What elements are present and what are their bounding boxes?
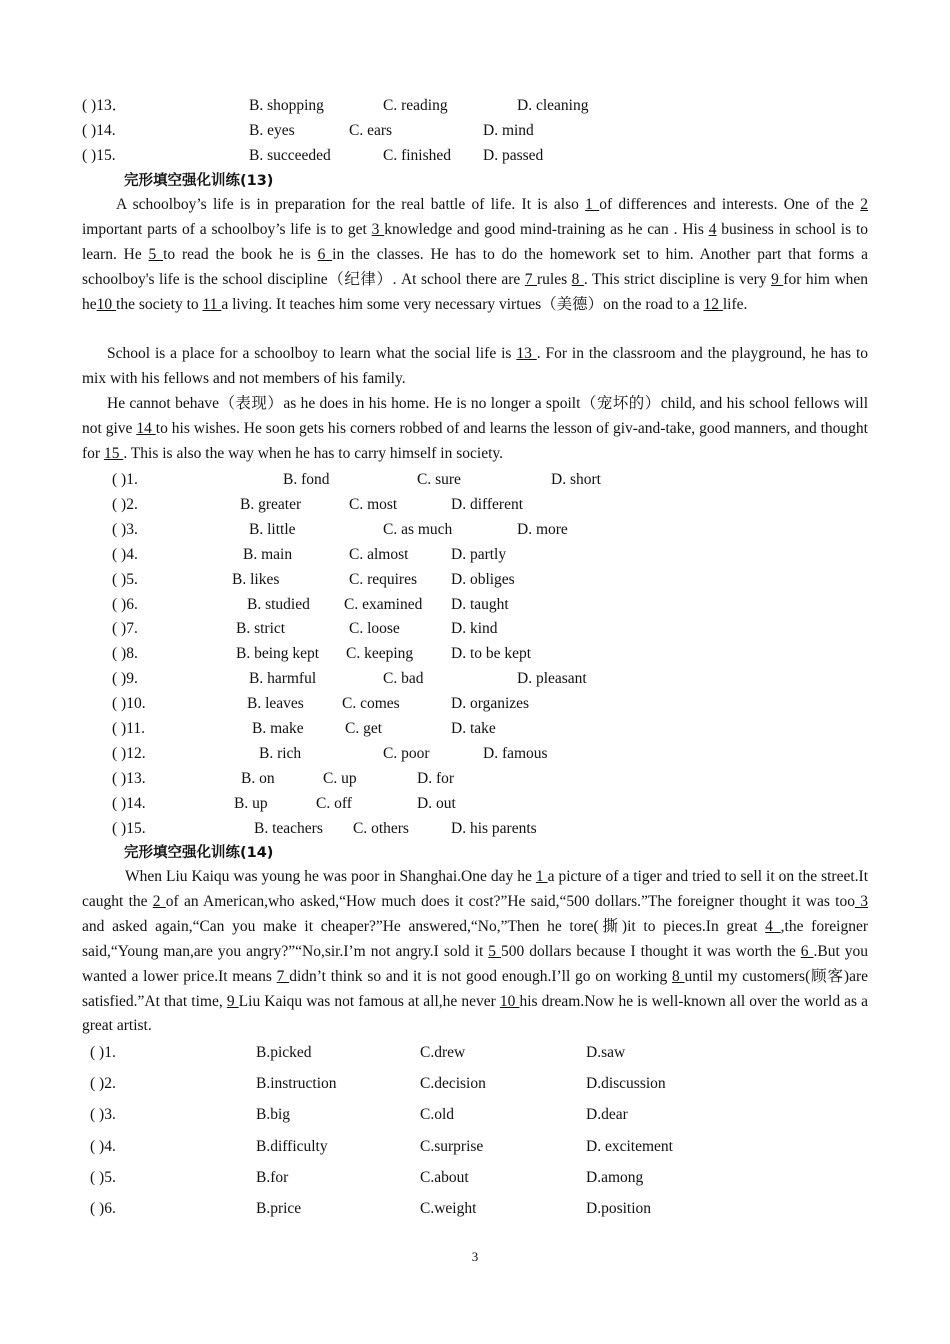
passage-text: his dream.Now he is well-known all over the world as a great artist. xyxy=(82,992,869,1035)
section-14-title: 完形填空强化训练(14) xyxy=(124,845,274,861)
option-b: B. up xyxy=(234,794,268,812)
option-b: B. studied xyxy=(247,595,310,613)
passage-text: of differences and interests. One of the xyxy=(599,196,861,213)
option-b: B.price xyxy=(256,1200,302,1217)
section-14-paragraph xyxy=(82,865,868,1039)
option-d: D. his parents xyxy=(451,819,537,837)
passage-text: a picture of a tiger and tried to sell it on the street.It caught the xyxy=(82,868,868,910)
option-row xyxy=(0,570,950,590)
option-b: B. being kept xyxy=(236,645,320,663)
page-number: 3 xyxy=(471,1249,479,1264)
option-row xyxy=(0,545,950,565)
option-c: C. examined xyxy=(344,595,423,613)
answer-blank: 7 xyxy=(524,270,538,288)
option-d: D. taught xyxy=(451,595,509,613)
passage-text: didn’t think so and it is not good enough.I’ll go on working xyxy=(289,967,672,985)
question-number: ( )2. xyxy=(112,495,138,513)
option-b: B. eyes xyxy=(249,122,295,139)
option-c: C.decision xyxy=(420,1075,486,1093)
option-d: D. famous xyxy=(483,744,548,762)
option-row xyxy=(0,744,950,764)
option-b: B. likes xyxy=(232,570,280,588)
option-row xyxy=(0,495,950,515)
option-row xyxy=(0,595,950,615)
option-c: C.about xyxy=(420,1168,469,1186)
option-c: C. ears xyxy=(349,122,393,139)
option-b: B. greater xyxy=(240,495,302,513)
answer-blank: 1 xyxy=(535,868,548,885)
option-d: D.saw xyxy=(586,1044,626,1061)
question-number: ( )4. xyxy=(112,545,138,563)
option-b: B. on xyxy=(241,769,275,787)
option-b: B. main xyxy=(243,545,293,563)
option-b: B. teachers xyxy=(254,819,323,837)
option-c: C.old xyxy=(420,1106,455,1124)
passage-text: important parts of a schoolboy’s life is to get xyxy=(82,220,372,238)
option-c: C.surprise xyxy=(420,1137,484,1155)
option-row xyxy=(0,669,950,689)
question-number: ( )5. xyxy=(90,1168,116,1186)
option-d: D. obliges xyxy=(451,570,515,588)
passage-text: business in school is to learn. He xyxy=(82,220,868,263)
option-d: D. partly xyxy=(451,545,507,563)
option-c: C. comes xyxy=(342,695,400,713)
answer-blank: 2 xyxy=(860,196,869,213)
question-number: ( )13. xyxy=(112,769,146,787)
option-c: C. up xyxy=(323,769,357,787)
answer-blank: 8 xyxy=(571,270,584,288)
passage-text: life. xyxy=(722,295,748,313)
option-b: B. make xyxy=(252,720,304,737)
option-c: C.weight xyxy=(420,1200,477,1217)
option-row xyxy=(0,1199,950,1219)
passage-text: to his wishes. He soon gets his corners robbed of and learns the lesson of giv-and-take, good manners, and thought for xyxy=(82,419,868,462)
passage-text: . For in the classroom and the playground, he has to mix with his fellows and not members of his family. xyxy=(82,345,869,387)
option-c: C. requires xyxy=(349,570,418,588)
question-number: ( )6. xyxy=(112,595,138,613)
option-b: B. leaves xyxy=(247,695,304,713)
option-d: D. more xyxy=(517,520,568,538)
question-number: ( )6. xyxy=(90,1200,116,1217)
answer-blank: 13 xyxy=(516,345,537,362)
section-13-paragraph-1 xyxy=(82,193,868,318)
answer-blank: 10 xyxy=(499,992,520,1010)
option-c: C. poor xyxy=(383,744,430,762)
passage-text: rules xyxy=(537,270,572,288)
option-c: C. get xyxy=(345,720,383,737)
option-c: C. keeping xyxy=(346,645,414,663)
option-d: D. kind xyxy=(451,620,498,638)
option-row xyxy=(0,619,950,639)
answer-blank: 14 xyxy=(136,419,156,437)
passage-text: Liu Kaiqu was not famous at all,he never xyxy=(238,992,500,1010)
passage-text: knowledge and good mind-training as he can . His xyxy=(384,220,709,238)
option-row xyxy=(0,146,950,166)
answer-blank: 1 xyxy=(585,196,600,213)
answer-blank: 5 xyxy=(488,942,501,960)
answer-blank: 8 xyxy=(671,967,685,985)
question-number: ( )8. xyxy=(112,645,138,663)
option-d: D.discussion xyxy=(586,1075,666,1093)
option-d: D. cleaning xyxy=(517,97,589,114)
passage-text: and asked again,“Can you make it cheaper?”He answered,“No,”Then he tore(撕)it to pieces.In great xyxy=(82,917,766,935)
passage-text: ,the foreigner said,“Young man,are you angry?”“No,sir.I’m not angry.I sold it xyxy=(82,917,868,960)
passage-text: to read the book he is xyxy=(163,245,318,263)
question-number: ( )3. xyxy=(112,520,138,538)
answer-blank: 4 xyxy=(708,220,717,238)
option-b: B. rich xyxy=(259,744,302,762)
option-d: D.among xyxy=(586,1168,644,1186)
option-row xyxy=(0,644,950,664)
passage-text: A schoolboy’s life is in preparation for the real battle of life. It is also xyxy=(116,196,586,213)
passage-text: He cannot behave（表现）as he does in his home. He is no longer a spoilt（宠坏的）child, and his school fellows will not give xyxy=(82,395,868,437)
answer-blank: 11 xyxy=(202,295,222,313)
answer-blank: 6 xyxy=(317,245,333,263)
question-number: ( )10. xyxy=(112,695,146,713)
option-b: B.picked xyxy=(256,1044,312,1061)
answer-blank: 3 xyxy=(371,220,385,238)
passage-text: . This strict discipline is very xyxy=(583,270,772,288)
option-b: B. fond xyxy=(283,471,330,488)
option-b: B. succeeded xyxy=(249,147,331,164)
option-row xyxy=(0,96,950,116)
answer-blank: 10 xyxy=(96,295,117,313)
option-c: C. loose xyxy=(349,620,400,638)
option-c: C. almost xyxy=(349,545,409,563)
passage-text: the society to xyxy=(116,295,203,313)
passage-text: When Liu Kaiqu was young he was poor in Shanghai.One day he xyxy=(125,868,536,885)
section-13-title: 完形填空强化训练(13) xyxy=(124,173,274,189)
option-row xyxy=(0,121,950,141)
option-d: D. excitement xyxy=(586,1137,673,1155)
question-number: ( )14. xyxy=(82,122,116,139)
option-d: D. take xyxy=(451,720,496,737)
option-row xyxy=(0,794,950,814)
question-number: ( )15. xyxy=(112,819,146,837)
option-row xyxy=(0,1168,950,1188)
answer-blank: 12 xyxy=(703,295,723,313)
passage-text: a living. It teaches him some very necessary virtues（美德）on the road to a xyxy=(221,295,704,313)
option-c: C.drew xyxy=(420,1044,466,1061)
option-row xyxy=(0,719,950,739)
question-number: ( )1. xyxy=(112,471,138,488)
option-b: B.instruction xyxy=(256,1075,337,1093)
option-row xyxy=(0,819,950,839)
answer-blank: 5 xyxy=(148,245,164,263)
option-d: D. out xyxy=(417,794,456,812)
question-number: ( )9. xyxy=(112,670,138,688)
question-number: ( )11. xyxy=(112,720,145,737)
passage-text: 500 dollars because I thought it was worth the xyxy=(501,942,801,960)
option-c: C. sure xyxy=(417,471,461,488)
option-d: D. different xyxy=(451,495,524,513)
option-b: B. shopping xyxy=(249,97,324,114)
option-d: D.dear xyxy=(586,1106,628,1124)
passage-text: .But you wanted a lower price.It means xyxy=(82,942,869,985)
option-b: B.for xyxy=(256,1168,289,1186)
option-c: C. finished xyxy=(383,147,452,164)
option-b: B. little xyxy=(249,520,296,538)
option-c: C. bad xyxy=(383,670,424,688)
answer-blank: 15 xyxy=(103,444,124,462)
passage-text: in the classes. He has to do the homework set to him. Another part that forms a schoolboy's life is the school discipline（纪律）. At school there are xyxy=(82,245,869,288)
option-c: C. others xyxy=(353,819,409,837)
answer-blank: 9 xyxy=(226,992,239,1010)
passage-text: of an American,who asked,“How much does it cost?”He said,“500 dollars.”The foreigner thought it was too xyxy=(165,892,855,910)
question-number: ( )5. xyxy=(112,570,138,588)
question-number: ( )2. xyxy=(90,1075,116,1093)
answer-blank: 6 xyxy=(800,942,814,960)
passage-text: until my customers(顾客)are satisfied.”At that time, xyxy=(82,967,868,1010)
option-d: D. to be kept xyxy=(451,645,532,663)
option-d: D. organizes xyxy=(451,695,530,713)
question-number: ( )14. xyxy=(112,794,146,812)
question-number: ( )13． xyxy=(82,97,128,114)
answer-blank: 2 xyxy=(152,892,166,910)
section-13-paragraph-2 xyxy=(82,342,868,392)
passage-text: . This is also the way when he has to carry himself in society. xyxy=(123,444,503,462)
option-row xyxy=(0,769,950,789)
question-number: ( )15. xyxy=(82,147,116,164)
option-c: C. reading xyxy=(383,97,448,114)
option-b: B.difficulty xyxy=(256,1137,328,1155)
option-d: D. passed xyxy=(483,147,544,164)
answer-blank: 4 xyxy=(765,917,781,935)
answer-blank: 9 xyxy=(771,270,784,288)
section-13-paragraph-3 xyxy=(82,392,868,467)
question-number: ( )4. xyxy=(90,1137,116,1155)
option-row xyxy=(0,1074,950,1094)
answer-blank: 7 xyxy=(276,967,290,985)
question-number: ( )1. xyxy=(90,1044,116,1061)
option-b: B. harmful xyxy=(249,670,317,688)
question-number: ( )3. xyxy=(90,1106,116,1124)
answer-blank: 3 xyxy=(854,892,868,910)
option-c: C. most xyxy=(349,495,398,513)
option-row xyxy=(0,470,950,490)
option-row xyxy=(0,1137,950,1157)
option-d: D.position xyxy=(586,1200,652,1217)
option-c: C. off xyxy=(316,794,352,812)
question-number: ( )12. xyxy=(112,744,146,762)
passage-text: School is a place for a schoolboy to learn what the social life is xyxy=(107,345,517,362)
passage-text: for him when he xyxy=(82,270,869,313)
option-row xyxy=(0,1105,950,1125)
option-d: D. mind xyxy=(483,122,534,139)
option-c: C. as much xyxy=(383,520,453,538)
option-b: B.big xyxy=(256,1106,291,1124)
option-d: D. for xyxy=(417,769,455,787)
option-b: B. strict xyxy=(236,620,286,638)
question-number: ( )7. xyxy=(112,620,138,638)
option-d: D. short xyxy=(551,471,601,488)
option-row xyxy=(0,694,950,714)
option-row xyxy=(0,1043,950,1063)
option-row xyxy=(0,520,950,540)
option-d: D. pleasant xyxy=(517,670,587,688)
